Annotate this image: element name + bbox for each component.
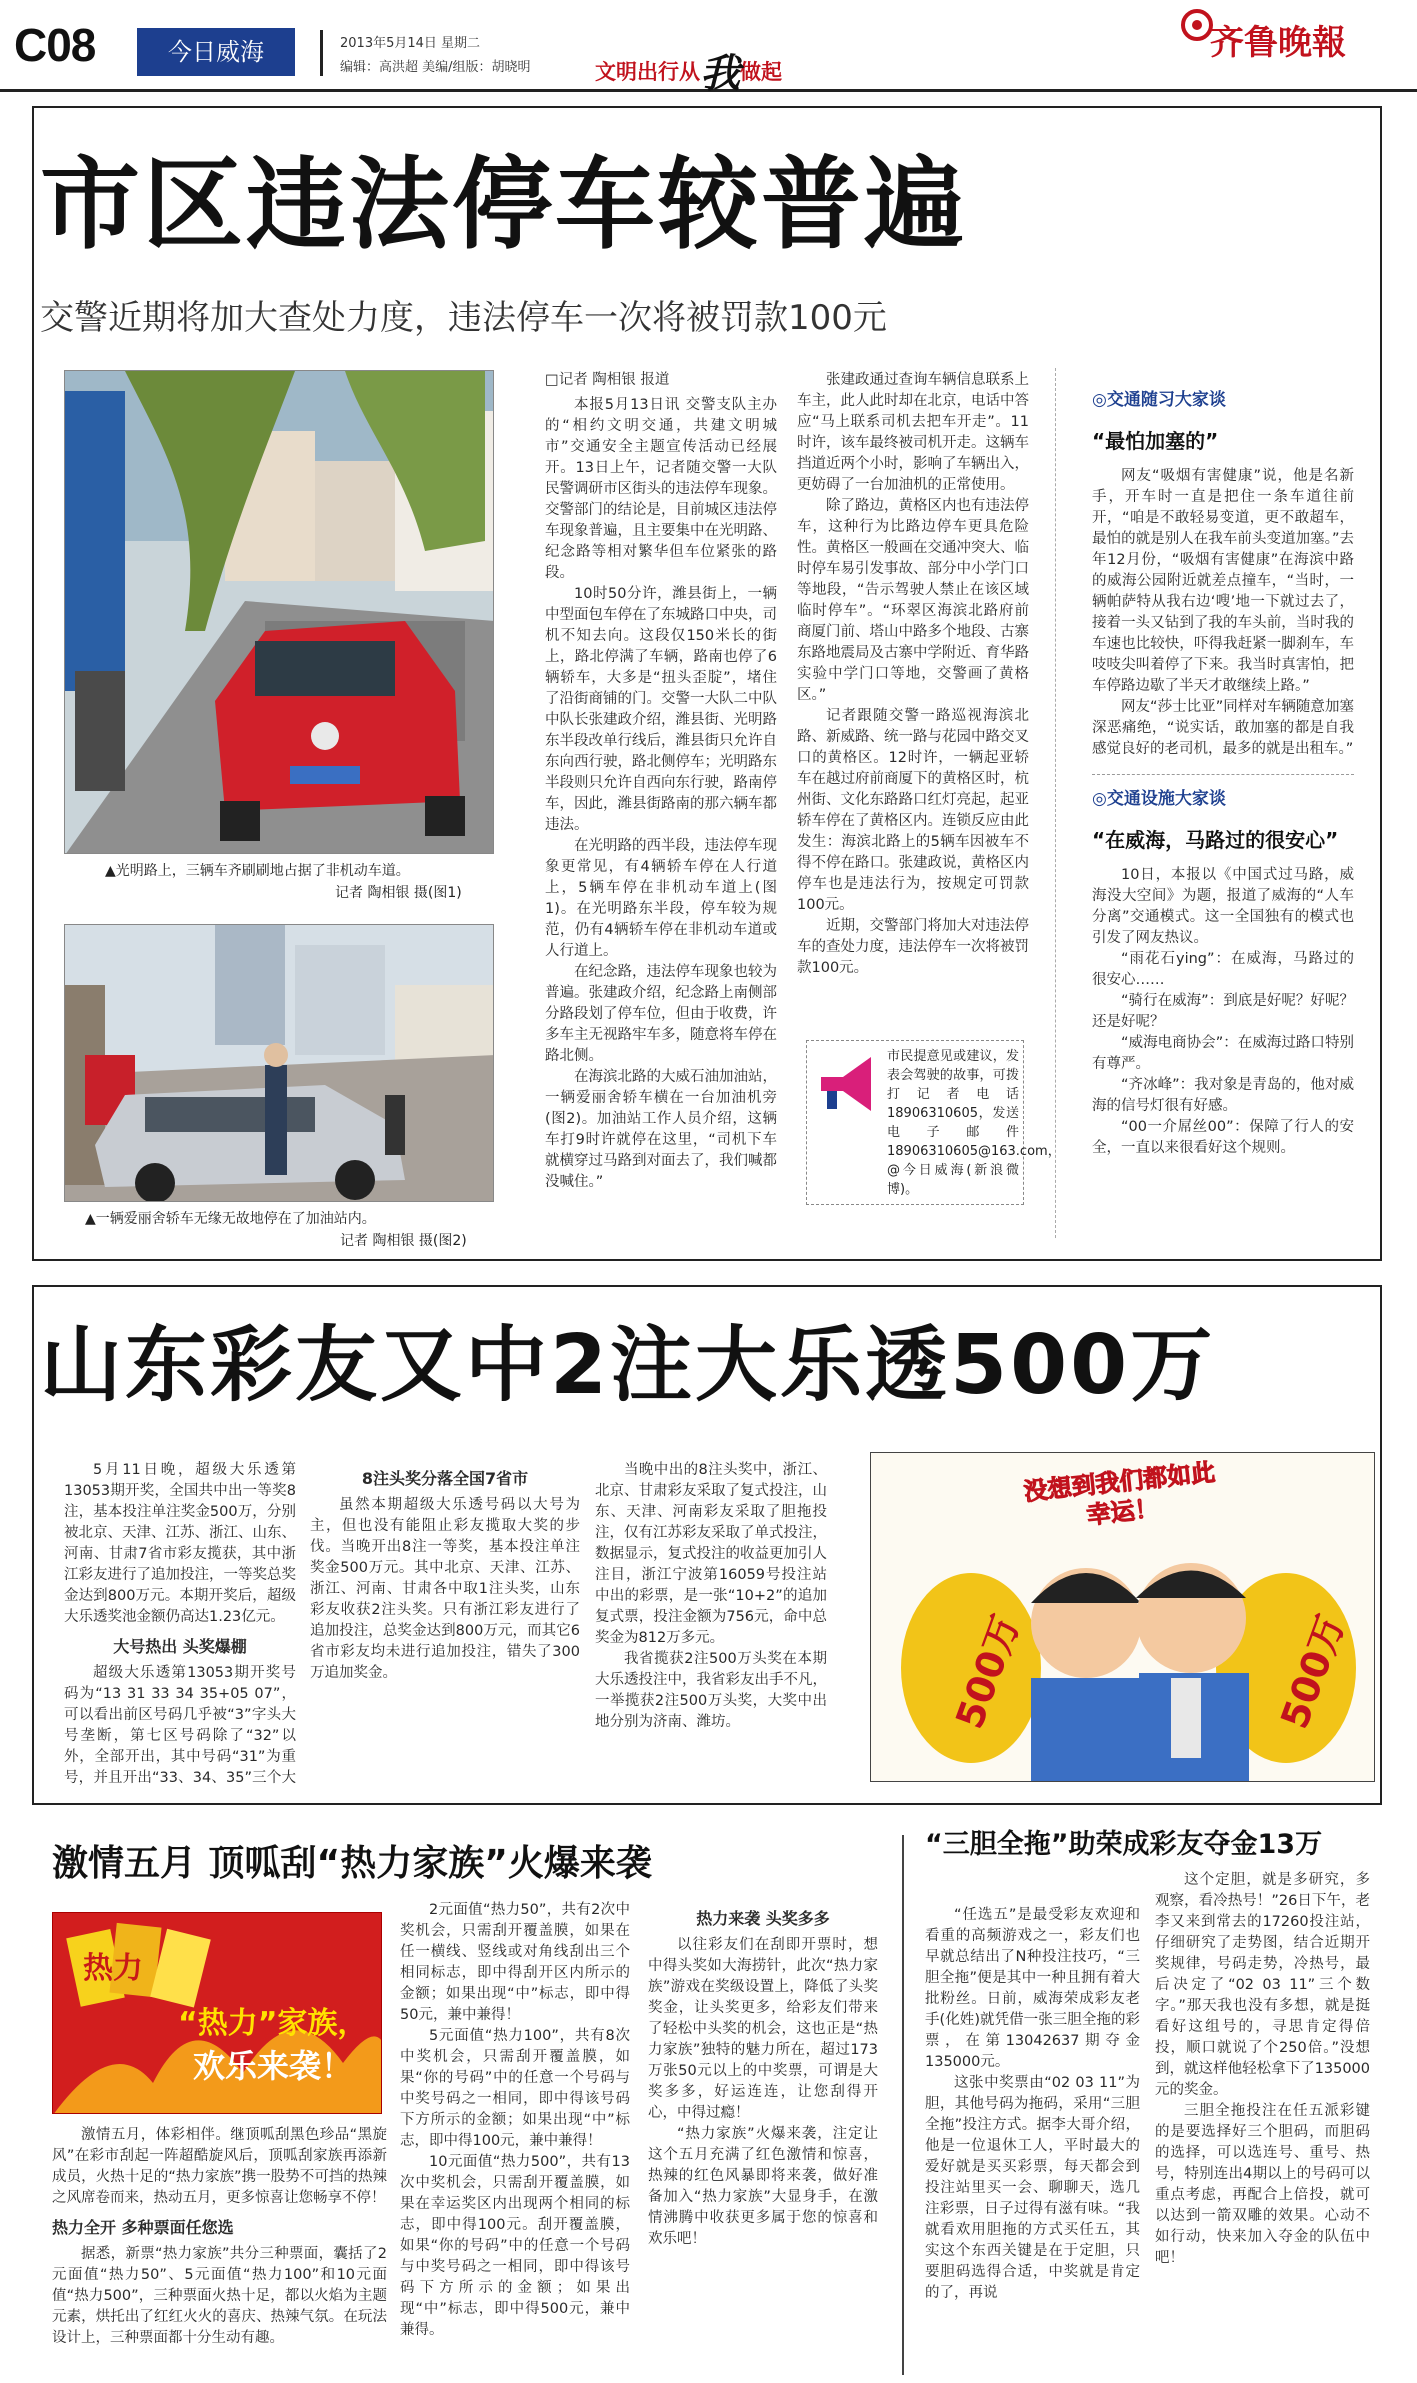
- photo-parked-cars: [64, 370, 494, 854]
- paragraph: 在海滨北路的大威石油加油站，一辆爱丽舍轿车横在一台加油机旁(图2)。加油站工作人员介绍，这辆车打9时许就停在这里，“司机下车就横穿过马路到对面去了，我们喊都没喊住。”: [545, 1069, 777, 1190]
- lottery-win-column-1: [925, 1905, 1140, 2380]
- paragraph: 在光明路的西半段，违法停车现象更常见，有4辆轿车停在人行道上，5辆车停在非机动车道上(图1)。在光明路东半段，停车较为规范，仍有4辆轿车停在非机动车道或人行道上。: [545, 838, 777, 959]
- paragraph: “热力家族”火爆来袭，注定让这个五月充满了红色激情和惊喜，热辣的红色风暴即将来袭，做好准备加入“热力家族”大显身手，在激情沸腾中收获更多属于您的惊喜和欢乐吧！: [648, 2126, 878, 2247]
- paragraph: 据悉，新票“热力家族”共分三种票面，囊括了2元面值“热力50”、5元面值“热力100”和10元面值“热力500”，三种票面火热十足，都以火焰为主题元素，烘托出了红红火火的喜庆、热辣气氛。在玩法设计上，三种票面都十分生动有趣。: [52, 2246, 387, 2346]
- parking-column-2: [797, 370, 1029, 1035]
- scratch-column-3: [648, 1900, 878, 2380]
- cartoon-label-right: 500万: [1272, 1609, 1354, 1735]
- hotline-text: 市民提意见或建议，发表会驾驶的故事，可拨打记者电话18906310605，发送电子邮件18906310605@163.com，@今日威海(新浪微博)。: [887, 1049, 1061, 1197]
- lottery-column-3: [595, 1460, 827, 1790]
- paragraph: 网友“吸烟有害健康”说，他是名新手，开车时一直是把住一条车道往前开，“咱是不敢轻易变道，更不敢超车，最怕的就是别人在我车前头变道加塞。”去年12月份，“吸烟有害健康”在海滨中路的威海公园附近就差点撞车，“当时，一辆帕萨特从我右边‘嗖’地一下就过去了，接着一头又钻到了我的车头前，当时我的车速也比较快，吓得我赶紧一脚刹车，车吱吱尖叫着停了下来。我当时真害怕，把车停路边歇了半天才敢继续上路。”: [1092, 468, 1354, 694]
- paragraph: 10元面值“热力500”，共有13次中奖机会，只需刮开覆盖膜，如果在幸运奖区内出现两个相同的标志，即中得100元。刮开覆盖膜，如果“你的号码”中的任意一个号码与中奖号码之一相同，即中得该号码下方所示的金额；如果出现“中”标志，即中得500元，兼中兼得。: [400, 2154, 630, 2338]
- page-number: C08: [14, 19, 96, 71]
- banner-line-1: “热力”家族，: [178, 2006, 368, 2041]
- paragraph: 5元面值“热力100”，共有8次中奖机会，只需刮开覆盖膜，如果“你的号码”中的任意一个号码与中奖号码之一相同，即中得该号码下方所示的金额；如果出现“中”标志，即中得100元，兼中兼得！: [400, 2028, 630, 2149]
- scratch-column-2: [400, 1900, 630, 2380]
- paragraph: 2元面值“热力50”，共有2次中奖机会，只需刮开覆盖膜，如果在任一横线、竖线或对角线刮出三个相同标志，即中得刮开区内所示的金额；如果出现“中”标志，即中得50元，兼中兼得！: [400, 1902, 630, 2023]
- slogan-text-a: 文明出行从: [595, 60, 700, 84]
- section-tab[interactable]: 今日威海: [137, 28, 295, 76]
- headline-parking: 市区违法停车较普遍: [40, 146, 967, 263]
- paragraph: 在纪念路，违法停车现象也较为普遍。张建政介绍，纪念路上南侧部分路段划了停车位，但由于收费，许多车主无视路牢车多，随意将车停在路北侧。: [545, 964, 777, 1064]
- paragraph: 三胆全拖投注在任五派彩键的是要选择好三个胆码，而胆码的选择，可以选连号、重号、热号，特别连出4期以上的号码可以重点考虑，再配合上倍投，就可以达到一箭双雕的效果。心动不如行动，快来加入夺金的队伍中吧！: [1155, 2103, 1370, 2266]
- banner-heat-label: 热力: [83, 1951, 143, 1986]
- banner-line-2: 欢乐来袭！: [193, 2047, 354, 2085]
- column-divider: [902, 1835, 904, 2375]
- paragraph: 我省揽获2注500万头奖在本期大乐透投注中，我省彩友出手不凡，一举揽获2注500万头奖，大奖中出地分别为济南、潍坊。: [595, 1651, 827, 1730]
- paragraph: 本报5月13日讯 交警支队主办的“相约文明交通，共建文明城市”交通安全主题宣传活动已经展开。13日上午，记者随交警一大队民警调研市区街头的违法停车现象。交警部门的结论是，目前城区违法停车现象普遍，且主要集中在光明路、纪念路等相对繁华但车位紧张的路段。: [545, 397, 777, 581]
- slogan-text-b: 我: [700, 50, 740, 97]
- editor-credits: 编辑：高洪超 美编/组版：胡晓明: [340, 60, 531, 75]
- photo2-caption: ▲一辆爱丽舍轿车无缘无故地停在了加油站内。: [85, 1211, 376, 1227]
- cartoon-label-left: 500万: [947, 1609, 1029, 1735]
- photo1-caption: ▲光明路上，三辆车齐刷刷地占据了非机动车道。: [105, 863, 410, 879]
- sidebar-separator: [1092, 774, 1354, 775]
- paragraph: 近期，交警部门将加大对违法停车的查处力度，违法停车一次将被罚款100元。: [797, 918, 1029, 976]
- subheadline-parking: 交警近期将加大查处力度，违法停车一次将被罚款100元: [40, 298, 887, 338]
- paragraph: 5月11日晚，超级大乐透第13053期开奖，全国共中出一等奖8注，基本投注单注奖金500万，分别被北京、天津、江苏、浙江、山东、河南、甘肃7省市彩友揽获，其中浙江彩友进行了追加投注，一等奖总奖金达到800万元。本期开奖后，超级大乐透奖池金额仍高达1.23亿元。: [64, 1462, 296, 1625]
- photo1-credit: 记者 陶相银 摄(图1): [335, 885, 462, 901]
- list-item: “00一介屌丝00”：保障了行人的安全，一直以来很看好这个规则。: [1092, 1119, 1354, 1156]
- hotline-box: [806, 1040, 1061, 1205]
- lottery-subhead-numbers: 大号热出 头奖爆棚: [113, 1637, 247, 1656]
- paragraph: 当晚中出的8注头奖中，浙江、北京、甘肃彩友采取了复式投注，山东、天津、河南彩友采取了胆拖投注，仅有江苏彩友采取了单式投注，数据显示，复式投注的收益更加引人注目，浙江宁波第16059号投注站中出的彩票，是一张“10+2”的追加复式票，投注金额为756元，命中总奖金为812万多元。: [595, 1462, 827, 1646]
- paragraph: “任选五”是最受彩友欢迎和看重的高频游戏之一，彩友们也早就总结出了N种投注技巧，“三胆全拖”便是其中一种且拥有着大批粉丝。日前，威海荣成彩友老手(化姓)就凭借一张三胆全拖的彩票，在第13042637期夺金135000元。: [925, 1907, 1140, 2070]
- paragraph: 这张中奖票由“02 03 11”为胆，其他号码为拖码，采用“三胆全拖”投注方式。据李大哥介绍，他是一位退休工人，平时最大的爱好就是买买彩票，每天都会到投注站里买一会、聊聊天，选几注彩票，日子过得有滋有味。“我就看欢用胆拖的方式买任五，其实这个东西关键是在于定胆，只要胆码选得合适，中奖就是肯定的了，再说: [925, 2075, 1140, 2301]
- headline-lottery-win: “三胆全拖”助荣成彩友夺金13万: [925, 1829, 1323, 1860]
- photo2-credit: 记者 陶相银 摄(图2): [340, 1233, 467, 1249]
- paragraph: 虽然本期超级大乐透号码以大号为主，但也没有能阻止彩友揽取大奖的步伐。当晚开出8注一等奖，基本投注单注奖金500万元。其中北京、天津、江苏、浙江、河南、甘肃各中取1注头奖，山东彩友收获2注头奖。只有浙江彩友进行了追加投注，总奖金达到800万元，而其它6省市彩友均未进行追加投注，错失了300万追加奖金。: [310, 1497, 580, 1681]
- cartoon-winners: [870, 1452, 1375, 1782]
- sidebar-quote-facilities: “在威海，马路过的很安心”: [1092, 828, 1339, 852]
- list-item: “齐冰峰”：我对象是青岛的，他对威海的信号灯很有好感。: [1092, 1077, 1354, 1114]
- sidebar-head-habits: ◎交通随习大家谈: [1092, 390, 1226, 410]
- byline: □记者 陶相银 报道: [545, 372, 670, 388]
- header-divider: [320, 30, 323, 76]
- sidebar-traffic-talk: [1092, 390, 1354, 1250]
- banner-heat-family: [52, 1912, 382, 2114]
- newspaper-logo: 齐鲁晚報: [1210, 23, 1346, 63]
- paragraph: 10时50分许，潍县街上，一辆中型面包车停在了东城路口中央，司机不知去向。这段仅150米长的街上，路北停满了车辆，路南也停了6辆轿车，大多是“扭头歪腚”，堵住了沿街商铺的门。交警一大队二中队中队长张建政介绍，潍县街、光明路东半段改单行线后，潍县街只允许自东向西行驶，路北侧停车；光明路东半段则只允许自西向东行驶，路南停车，因此，潍县街路南的那六辆车都违法。: [545, 586, 777, 833]
- paragraph: 超级大乐透第13053期开奖号码为“13 31 33 34 35+05 07”，可以看出前区号码几乎被“3”字头大号垄断，第七区号码除了“32”以外，全部开出，其中号码“31”为重号，并且开出“33、34、35”三个大: [64, 1665, 296, 1786]
- paragraph: 记者跟随交警一路巡视海滨北路、新威路、统一路与花园中路交叉口的黄格区。12时许，一辆起亚轿车在越过府前商厦下的黄格区时，杭州街、文化东路路口红灯亮起，起亚轿车停在了黄格区内。连锁反应由此发生：海滨北路上的5辆车因被车不得不停在路口。张建政说，黄格区内停车也是违法行为，按规定可罚款100元。: [797, 708, 1029, 913]
- photo-gas-station-car: [64, 924, 494, 1202]
- slogan-text-c: 做起: [740, 60, 782, 84]
- lottery-column-1: [64, 1460, 296, 1790]
- slogan: [595, 34, 782, 97]
- sidebar-divider: [1055, 368, 1058, 1238]
- sidebar-quote-habits: “最怕加塞的”: [1092, 429, 1219, 453]
- sidebar-head-facilities: ◎交通设施大家谈: [1092, 789, 1226, 809]
- lottery-column-2: [310, 1460, 580, 1790]
- logo-emblem-icon: [1180, 8, 1214, 42]
- scratch-column-1: [52, 2125, 387, 2380]
- parking-column-1: [545, 370, 777, 1250]
- paragraph: 张建政通过查询车辆信息联系上车主，此人此时却在北京，电话中答应“马上联系司机去把车开走”。11时许，该车最终被司机开走。这辆车挡道近两个小时，影响了车辆出入，更妨碍了一台加油机的正常使用。: [797, 372, 1029, 493]
- lottery-subhead-winners: 8注头奖分落全国7省市: [361, 1469, 529, 1488]
- paragraph: 除了路边，黄格区内也有违法停车，这种行为比路边停车更具危险性。黄格区一般画在交通冲突大、临时停车易引发事故、部分中小学门口等地段，“告示驾驶人禁止在该区域临时停车”。“环翠区海滨北路府前商厦门前、塔山中路多个地段、古寨东路地震局及古寨中学附近、育华路实验中学门口等地，交警画了黄格区。”: [797, 498, 1029, 703]
- scratch-subhead-options: 热力全开 多种票面任您选: [52, 2218, 234, 2237]
- megaphone-icon: [813, 1049, 883, 1119]
- headline-lottery: 山东彩友又中2注大乐透500万: [40, 1318, 1216, 1413]
- list-item: “威海电商协会”：在威海过路口特别有尊严。: [1092, 1035, 1354, 1072]
- paragraph: 网友“莎士比亚”同样对车辆随意加塞深恶痛绝，“说实话，敢加塞的都是自我感觉良好的老司机，最多的就是出租车。”: [1092, 699, 1354, 757]
- list-item: “雨花石ying”：在威海，马路过的很安心……: [1092, 951, 1354, 988]
- scratch-subhead-prizes: 热力来袭 头奖多多: [696, 1909, 830, 1928]
- paragraph: 这个定胆，就是多研究，多观察，看冷热号！”26日下午，老李又来到常去的17260投注站，仔细研究了走势图，结合近期开奖规律，号码走势，冷热号，最后决定了“02 03 11”三个数字。”那天我也没有多想，就是挺看好这组号的，寻思肯定得倍投，顺口就说了个250倍。”没想到，就这样他轻松拿下了135000元的奖金。: [1155, 1872, 1370, 2098]
- issue-date: 2013年5月14日 星期二: [340, 36, 481, 51]
- paragraph: 激情五月，体彩相伴。继顶呱刮黑色珍品“黑旋风”在彩市刮起一阵超酷旋风后，顶呱刮家族再添新成员，火热十足的“热力家族”携一股势不可挡的热辣之风席卷而来，热动五月，更多惊喜让您畅享不停！: [52, 2127, 387, 2206]
- headline-scratch-card: 激情五月 顶呱刮“热力家族”火爆来袭: [52, 1843, 652, 1884]
- lottery-win-column-2: [1155, 1870, 1370, 2380]
- paragraph: 以往彩友们在刮即开票时，想中得头奖如大海捞针，此次“热力家族”游戏在奖级设置上，降低了头奖奖金，让头奖更多，给彩友们带来了轻松中头奖的机会，这也正是“热力家族”独特的魅力所在，超过173万张50元以上的中奖票，可谓是大奖多多，好运连连，让您刮得开心，中得过瘾！: [648, 1937, 878, 2121]
- paragraph: 10日，本报以《中国式过马路，威海没大空间》为题，报道了威海的“人车分离”交通模式。这一全国独有的模式也引发了网友热议。: [1092, 867, 1354, 946]
- cartoon-speech: 没想到我们都如此幸运！: [1022, 1458, 1217, 1530]
- list-item: “骑行在威海”：到底是好呢？好呢？还是好呢？: [1092, 993, 1354, 1030]
